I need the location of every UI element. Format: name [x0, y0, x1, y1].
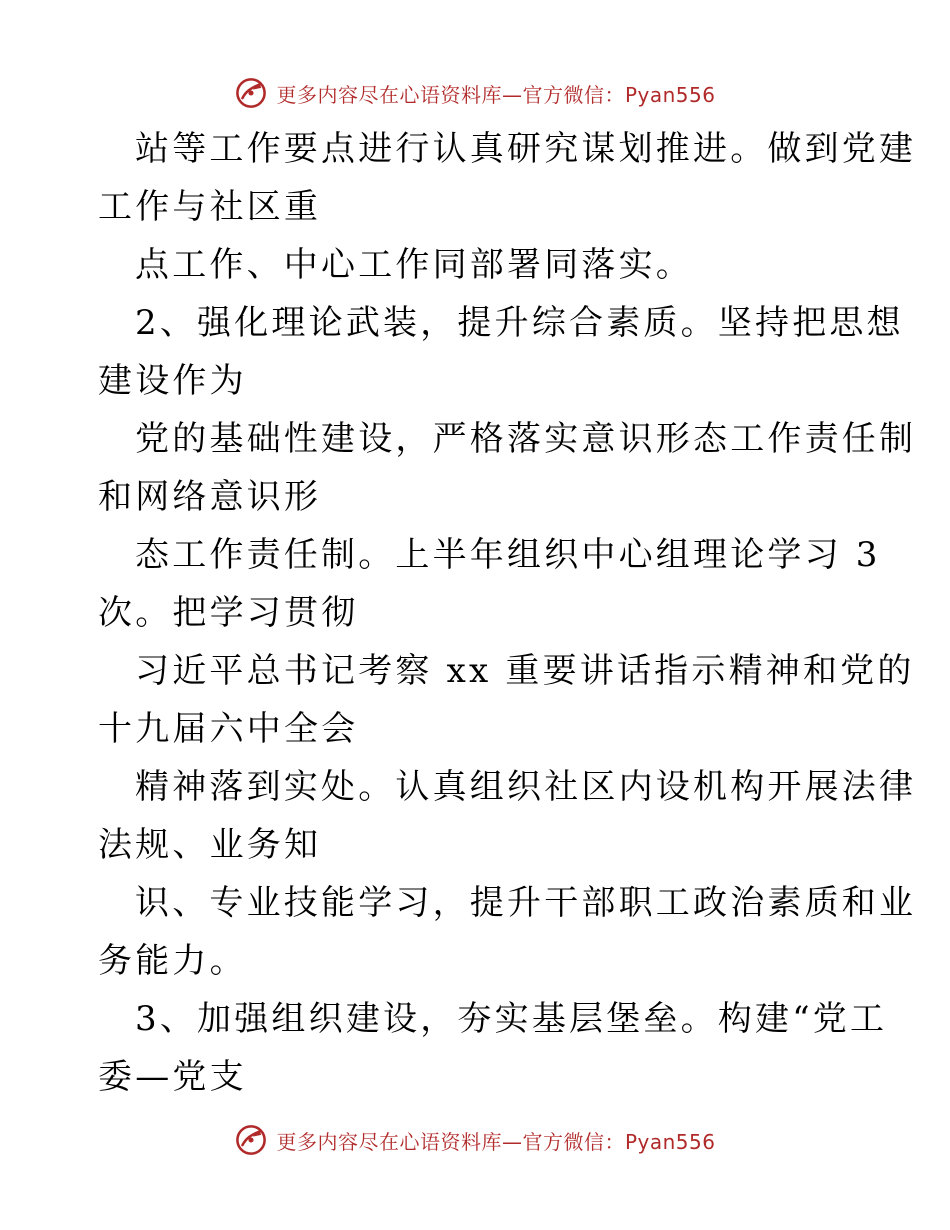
paragraph-line: 习近平总书记考察 xx 重要讲话指示精神和党的: [135, 651, 915, 691]
footer-brand-text: 更多内容尽在心语资料库—官方微信：Pyan556: [276, 1129, 716, 1154]
paragraph: [98, 990, 888, 1106]
paragraph-line: 十九届六中全会: [98, 709, 359, 749]
brand-logo-icon: [234, 76, 268, 110]
paragraph-line: 精神落到实处。认真组织社区内设机构开展法律: [135, 767, 917, 807]
paragraph-line: 委—党支: [98, 1057, 247, 1097]
paragraph-line: 识、专业技能学习，提升干部职工政治素质和业: [135, 883, 917, 923]
paragraph: [98, 758, 917, 874]
paragraph-line: 站等工作要点进行认真研究谋划推进。做到党建: [135, 129, 917, 169]
paragraph-line: 党的基础性建设，严格落实意识形态工作责任制: [135, 419, 917, 459]
paragraph-line: 工作与社区重: [98, 187, 322, 227]
brand-logo-icon: [234, 1123, 268, 1157]
header-brand-text: 更多内容尽在心语资料库—官方微信：Pyan556: [276, 82, 716, 107]
paragraph: [98, 236, 858, 294]
document-body: [98, 120, 917, 1106]
paragraph: [98, 410, 917, 526]
paragraph: [98, 294, 904, 410]
header-brand: [0, 70, 950, 116]
paragraph-line: 务能力。: [98, 941, 247, 981]
paragraph-line: 建设作为: [98, 361, 247, 401]
paragraph: [98, 120, 917, 236]
paragraph-line: 3、加强组织建设，夯实基层堡垒。构建“党工: [135, 999, 888, 1039]
paragraph-line: 法规、业务知: [98, 825, 322, 865]
paragraph: [98, 526, 881, 642]
paragraph-line: 2、强化理论武装，提升综合素质。坚持把思想: [135, 303, 904, 343]
paragraph-line: 和网络意识形: [98, 477, 322, 517]
paragraph-line: 次。把学习贯彻: [98, 593, 359, 633]
paragraph-line: 态工作责任制。上半年组织中心组理论学习 3: [135, 535, 881, 575]
paragraph-line: 点工作、中心工作同部署同落实。: [135, 245, 693, 285]
paragraph: [98, 642, 915, 758]
paragraph: [98, 874, 917, 990]
footer-brand: [0, 1117, 950, 1163]
